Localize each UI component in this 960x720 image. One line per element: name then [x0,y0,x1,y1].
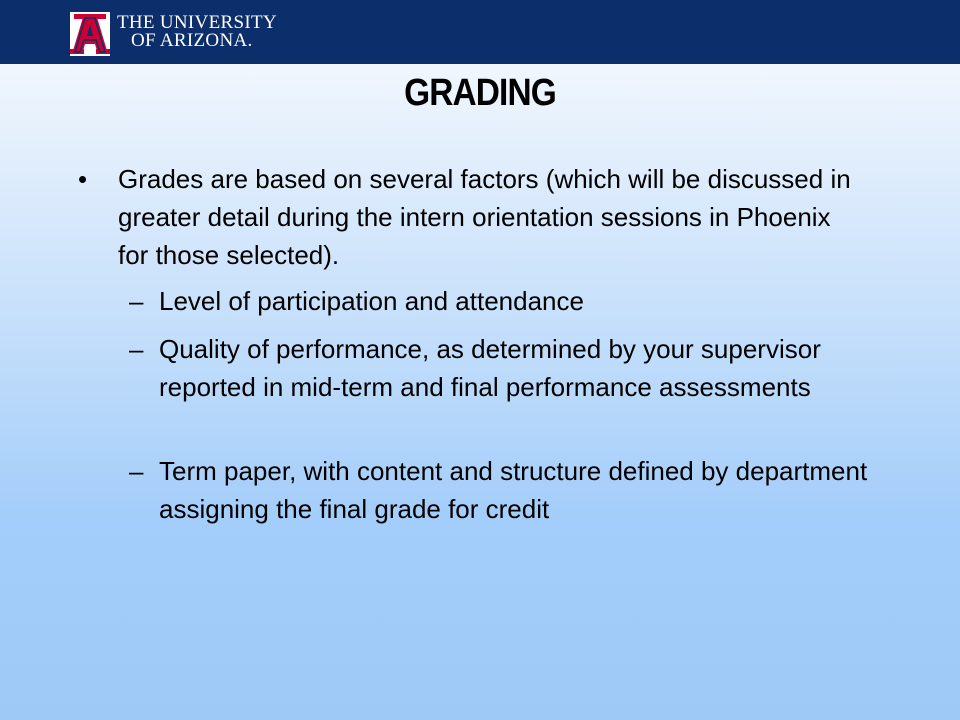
sub-item-marker: – [129,286,144,316]
sub-item-text: Level of participation and attendance [159,286,584,316]
logo-line-1: THE UNIVERSITY [117,12,277,33]
sub-item-text: Term paper, with content and structure defined by department assigning the final grade for credit [159,456,868,524]
sub-item-marker: – [129,334,144,364]
header-bar [0,0,960,64]
university-logo-text [117,14,277,50]
slide-title: GRADING [404,72,556,114]
bullet-marker: • [78,164,88,194]
sub-item-text: Quality of performance, as determined by your supervisor reported in mid-term and final performance assessments [159,334,821,402]
bullet-text: Grades are based on several factors (which will be discussed in greater detail during the intern orientation sessions in Phoenix for those selected). [118,164,851,270]
logo-line-2: OF ARIZONA. [131,30,253,51]
sub-item-marker: – [129,456,144,486]
university-logo-icon [70,12,110,56]
